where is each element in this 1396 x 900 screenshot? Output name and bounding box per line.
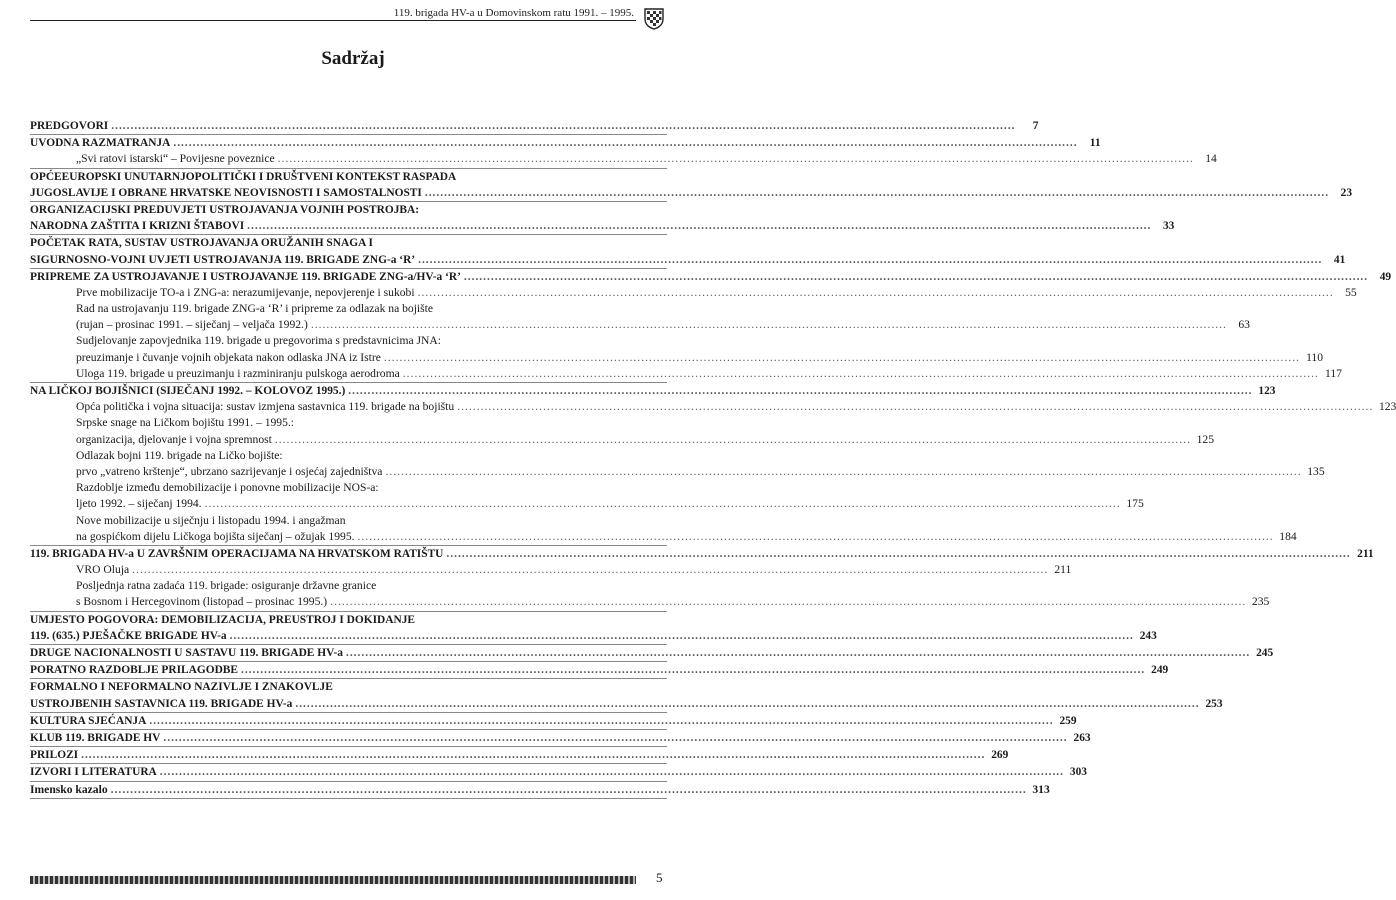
toc-entry-title: SIGURNOSNO-VOJNI UVJETI USTROJAVANJA 119. BRIGADE ZNG-a ‘R’	[30, 253, 416, 266]
toc-subentry	[30, 301, 667, 317]
toc-entry-title: IZVORI I LITERATURA	[30, 766, 157, 779]
toc-entry	[30, 662, 1169, 678]
toc-section	[30, 169, 1353, 202]
dot-leader	[163, 730, 1067, 746]
toc-subentry	[30, 285, 1357, 301]
dot-leader	[418, 252, 1322, 268]
toc-section	[30, 662, 1169, 679]
toc-entry-title: OPĆEEUROPSKI UNUTARNJOPOLITIČKI I DRUŠTVENI KONTEKST RASPADA	[30, 170, 457, 183]
toc-page-number: 55	[1345, 285, 1357, 299]
dot-leader	[278, 151, 1194, 167]
dot-leader	[403, 366, 1319, 382]
running-header: 119. brigada HV-a u Domovinskom ratu 1991. – 1995.	[393, 7, 634, 19]
dot-leader	[457, 399, 1373, 415]
dot-leader	[173, 135, 1077, 151]
toc-page-number: 125	[1196, 432, 1214, 446]
toc-page-number: 49	[1379, 270, 1392, 283]
toc-subentry	[30, 529, 1297, 545]
toc-entry-title: Rad na ustrojavanju 119. brigade ZNG-a ‘R’ i pripreme za odlazak na bojište	[76, 302, 434, 316]
toc-entry-title: Prve mobilizacije TO-a i ZNG-a: nerazumijevanje, nepovjerenje i sukobi	[76, 285, 415, 299]
toc-entry-title: PORATNO RAZDOBLJE PRILAGODBE	[30, 664, 239, 677]
toc-section	[30, 269, 1392, 383]
toc-entry	[30, 218, 1175, 234]
toc-entry-title: preuzimanje i čuvanje vojnih objekata nakon odlaska JNA iz Istre	[76, 350, 381, 364]
toc-page-number: 211	[1357, 547, 1374, 560]
toc-subentry	[30, 513, 667, 529]
toc-entry	[30, 252, 1346, 268]
toc-subentry	[30, 415, 667, 431]
toc-section	[30, 713, 1077, 730]
toc-subentry	[30, 366, 1342, 382]
dot-leader	[464, 269, 1368, 285]
toc-entry-title: USTROJBENIH SASTAVNICA 119. BRIGADE HV-a	[30, 697, 293, 710]
toc-page-number: 245	[1256, 647, 1274, 659]
toc-page-number: 123	[1258, 385, 1276, 397]
toc-page-number: 33	[1162, 220, 1175, 233]
toc-entry-title: (rujan – prosinac 1991. – siječanj – veljača 1992.)	[76, 318, 308, 332]
toc-subentry	[30, 151, 1217, 167]
toc-entry	[30, 135, 1101, 151]
dot-leader	[358, 529, 1274, 545]
dot-leader	[205, 496, 1121, 512]
toc-entry	[30, 118, 1039, 134]
toc-page-number: 63	[1238, 318, 1250, 332]
page-number: 5	[656, 870, 663, 885]
toc-entry-title: Odlazak bojni 119. brigade na Ličko bojište:	[76, 448, 283, 462]
page-title: Sadržaj	[321, 48, 385, 69]
dot-leader	[385, 464, 1301, 480]
toc-entry	[30, 696, 1223, 712]
toc-section	[30, 202, 1175, 235]
toc-entry-title: Razdoblje između demobilizacije i ponovne mobilizacije NOS-a:	[76, 481, 379, 495]
coat-of-arms-icon	[643, 6, 665, 30]
footer-decorative-band	[30, 876, 636, 884]
toc-entry-title: Srpske snage na Ličkom bojištu 1991. – 1995.:	[76, 416, 295, 430]
toc-entry-title: JUGOSLAVIJE I OBRANE HRVATSKE NEOVISNOSTI I SAMOSTALNOSTI	[30, 186, 422, 199]
toc-page-number: 243	[1139, 629, 1157, 642]
toc-entry-title: NARODNA ZAŠTITA I KRIZNI ŠTABOVI	[30, 220, 245, 233]
toc-page-number: 14	[1205, 152, 1217, 166]
dot-leader	[241, 662, 1145, 678]
toc-entry	[30, 235, 667, 251]
toc-entry-title: 119. (635.) PJEŠAČKE BRIGADE HV-a	[30, 629, 227, 642]
toc-entry-title: Imensko kazalo	[30, 782, 108, 796]
toc-subentry	[30, 578, 667, 594]
toc-entry-title: Sudjelovanje zapovjednika 119. brigade u pregovorima s predstavnicima JNA:	[76, 334, 441, 348]
dot-leader	[230, 628, 1134, 644]
dot-leader	[348, 383, 1252, 399]
toc-page-number: 123	[1378, 400, 1396, 414]
toc-subentry	[30, 562, 1072, 578]
toc-section	[30, 235, 1346, 268]
toc-page-number: 303	[1069, 766, 1087, 779]
toc-entry	[30, 546, 1374, 562]
toc-entry-title: Opća politička i vojna situacija: sustav izmjena sastavnica 119. brigade na bojištu	[76, 400, 455, 414]
header-rule	[30, 20, 636, 21]
toc-entry-title: ORGANIZACIJSKI PREDUVJETI USTROJAVANJA VOJNIH POSTROJBA:	[30, 203, 420, 216]
toc-page-number: 249	[1151, 664, 1169, 677]
toc-page-number: 269	[991, 749, 1009, 762]
toc-entry	[30, 185, 1353, 201]
toc-subentry	[30, 480, 667, 496]
toc-entry-title: Nove mobilizacije u siječnju i listopadu 1994. i angažman	[76, 513, 346, 527]
toc-entry-title: UVODNA RAZMATRANJA	[30, 137, 171, 150]
toc-entry-title: PRIPREME ZA USTROJAVANJE I USTROJAVANJE 119. BRIGADE ZNG-a/HV-a ‘R’	[30, 270, 461, 283]
toc-subentry	[30, 399, 1396, 415]
toc-entry-title: Uloga 119. brigade u preuzimanju i razminiranju pulskoga aerodroma	[76, 366, 400, 380]
toc-section	[30, 679, 1223, 712]
toc-subentry	[30, 432, 1214, 448]
dot-leader	[446, 546, 1350, 562]
toc-entry-title: „Svi ratovi istarski“ – Povijesne poveznice	[76, 152, 275, 166]
toc-entry-title: VRO Oluja	[76, 563, 130, 577]
dot-leader	[418, 285, 1334, 301]
toc-page-number: 313	[1032, 782, 1050, 796]
toc-entry-title: DRUGE NACIONALNOSTI U SASTAVU 119. BRIGADE HV-a	[30, 647, 343, 659]
toc-page-number: 135	[1307, 464, 1325, 478]
toc-section	[30, 546, 1374, 612]
toc-page-number: 211	[1054, 563, 1072, 577]
toc-page-number: 23	[1340, 186, 1353, 199]
dot-leader	[149, 713, 1053, 729]
toc-entry	[30, 202, 667, 218]
toc-section	[30, 645, 1274, 662]
toc-page-number: 11	[1089, 137, 1101, 150]
toc-subentry	[30, 594, 1270, 610]
toc-entry	[30, 383, 1276, 399]
dot-leader	[247, 218, 1151, 234]
toc-entry-title: ljeto 1992. – siječanj 1994.	[76, 497, 202, 511]
toc-entry-title: s Bosnom i Hercegovinom (listopad – prosinac 1995.)	[76, 595, 328, 609]
dot-leader	[81, 747, 985, 763]
toc-page-number: 253	[1205, 697, 1223, 710]
toc-section	[30, 383, 1396, 546]
toc-entry-title: UMJESTO POGOVORA: DEMOBILIZACIJA, PREUSTROJ I DOKIDANJE	[30, 613, 415, 626]
toc-entry	[30, 730, 1091, 746]
toc-page-number: 7	[1032, 120, 1039, 132]
toc-entry-title: Posljednja ratna zadaća 119. brigade: osiguranje državne granice	[76, 579, 377, 593]
dot-leader	[295, 696, 1199, 712]
toc-entry	[30, 747, 1009, 763]
toc-section	[30, 118, 1039, 135]
toc-entry	[30, 628, 1157, 644]
toc-page-number: 117	[1324, 366, 1342, 380]
dot-leader	[275, 432, 1191, 448]
toc-entry	[30, 713, 1077, 729]
toc-entry-title: PREDGOVORI	[30, 120, 109, 132]
dot-leader	[160, 764, 1064, 780]
toc-section	[30, 730, 1091, 747]
toc-entry-title: na gospićkom dijelu Ličkoga bojišta siječanj – ožujak 1995.	[76, 529, 355, 543]
dot-leader	[330, 594, 1246, 610]
toc-subentry	[30, 448, 667, 464]
toc-entry-title: NA LIČKOJ BOJIŠNICI (SIJEČANJ 1992. – KOLOVOZ 1995.)	[30, 385, 346, 397]
toc-page-number: 175	[1126, 497, 1144, 511]
toc-entry-title: 119. BRIGADA HV-a U ZAVRŠNIM OPERACIJAMA NA HRVATSKOM RATIŠTU	[30, 547, 444, 560]
toc-entry-title: KULTURA SJEĆANJA	[30, 714, 147, 727]
toc-entry	[30, 782, 1050, 798]
dot-leader	[111, 782, 1027, 798]
toc-entry	[30, 764, 1087, 780]
toc-section	[30, 764, 1087, 781]
toc-entry	[30, 612, 667, 628]
toc-entry-title: organizacija, djelovanje i vojna spremnost	[76, 432, 272, 446]
dot-leader	[111, 118, 1015, 134]
toc-entry-title: POČETAK RATA, SUSTAV USTROJAVANJA ORUŽANIH SNAGA I	[30, 237, 373, 250]
toc-entry-title: KLUB 119. BRIGADE HV	[30, 731, 161, 744]
toc-subentry	[30, 333, 667, 349]
toc-entry-title: PRILOZI	[30, 749, 79, 762]
toc-page-number: 259	[1059, 714, 1077, 727]
toc-page-number: 110	[1306, 350, 1324, 364]
toc-page-number: 41	[1333, 253, 1346, 266]
toc-entry-title: prvo „vatreno krštenje“, ubrzano sazrijevanje i osjećaj zajedništva	[76, 464, 383, 478]
dot-leader	[132, 562, 1048, 578]
toc-entry	[30, 169, 667, 185]
toc-entry	[30, 679, 667, 695]
toc-subentry	[30, 496, 1144, 512]
dot-leader	[384, 350, 1300, 366]
toc-page-number: 235	[1251, 595, 1270, 609]
table-of-contents	[30, 118, 1396, 799]
toc-subentry	[30, 350, 1324, 366]
toc-page-number: 263	[1073, 731, 1091, 744]
toc-entry	[30, 645, 1274, 661]
toc-section	[30, 782, 1050, 799]
dot-leader	[346, 645, 1250, 661]
toc-entry-title: FORMALNO I NEFORMALNO NAZIVLJE I ZNAKOVLJE	[30, 681, 333, 694]
toc-section	[30, 135, 1217, 168]
toc-section	[30, 747, 1009, 764]
toc-subentry	[30, 464, 1325, 480]
dot-leader	[425, 185, 1329, 201]
toc-subentry	[30, 317, 1250, 333]
toc-entry	[30, 269, 1392, 285]
toc-section	[30, 612, 1157, 645]
dot-leader	[311, 317, 1227, 333]
toc-page-number: 184	[1279, 529, 1297, 543]
